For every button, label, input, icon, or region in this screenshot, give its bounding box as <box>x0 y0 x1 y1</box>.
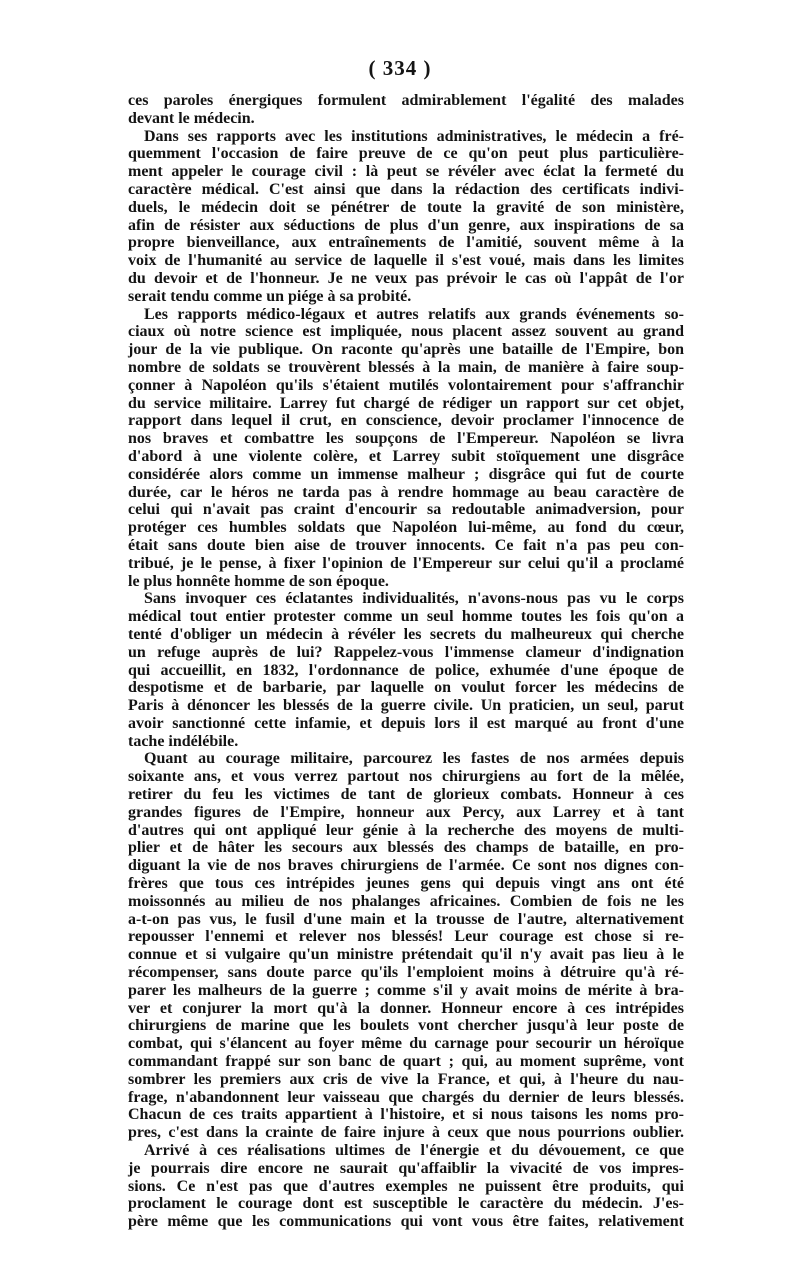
text-line: diguant la vie de nos braves chirurgiens de l'armée. Ce sont nos dignes con- <box>128 857 684 875</box>
text-line: chirurgiens de marine que les boulets vont chercher jusqu'à leur poste de <box>128 1017 684 1035</box>
text-line: afin de résister aux séductions de plus d'un genre, aux inspirations de sa <box>128 216 684 234</box>
text-line: sions. Ce n'est pas que d'autres exemples ne puissent être produits, qui <box>128 1177 684 1195</box>
text-line: récompenser, sans doute parce qu'ils l'emploient moins à détruire qu'à ré- <box>128 964 684 982</box>
text-line: a-t-on pas vus, le fusil d'une main et la trousse de l'autre, alternativement <box>128 910 684 928</box>
text-line: tache indélébile. <box>128 732 239 750</box>
text-line: considérée alors comme un immense malheur ; disgrâce qui fut de courte <box>128 465 684 483</box>
text-line: nombre de soldats se trouvèrent blessés à la main, de manière à faire soup- <box>128 358 684 376</box>
text-line: frères que tous ces intrépides jeunes gens qui depuis vingt ans ont été <box>128 875 684 893</box>
text-line: celui qui n'avait pas craint d'encourir sa redoutable animadversion, pour <box>128 501 684 519</box>
text-line: Quant au courage militaire, parcourez les fastes de nos armées depuis <box>144 750 684 768</box>
text-line: sombrer les premiers aux cris de vive la France, et qui, à l'heure du nau- <box>128 1070 684 1088</box>
text-line: nos braves et combattre les soupçons de l'Empereur. Napoléon se livra <box>128 430 684 448</box>
text-line: connue et si vulgaire qu'un ministre prétendait qu'il n'y avait pas lieu à le <box>128 946 684 964</box>
text-line: Chacun de ces traits appartient à l'histoire, et si nous taisons les noms pro- <box>128 1106 684 1124</box>
text-line: père même que les communications qui vont vous être faites, relativement <box>128 1213 684 1231</box>
text-line: du devoir et de l'honneur. Je ne veux pas prévoir le cas où l'appât de l'or <box>128 269 684 287</box>
text-line: rapport dans lequel il crut, en conscience, devoir proclamer l'innocence de <box>128 412 684 430</box>
text-line: était sans doute bien aise de trouver innocents. Ce fait n'a pas peu con- <box>128 536 684 554</box>
text-line: ment appeler le courage civil : là peut se révéler avec éclat la fermeté du <box>128 163 684 181</box>
text-line: despotisme et de barbarie, par laquelle on voulut forcer les médecins de <box>128 679 684 697</box>
text-line: soixante ans, et vous verrez partout nos chirurgiens au fort de la mêlée, <box>128 768 684 786</box>
text-line: Arrivé à ces réalisations ultimes de l'énergie et du dévouement, ce que <box>144 1142 684 1160</box>
text-line: devant le médecin. <box>128 109 255 127</box>
text-line: Paris à dénoncer les blessés de la guerre civile. Un praticien, un seul, parut <box>128 697 684 715</box>
text-line: ciaux où notre science est impliquée, nous placent assez souvent au grand <box>128 323 684 341</box>
text-line: ces paroles énergiques formulent admirablement l'égalité des malades <box>128 92 684 109</box>
text-line: duels, le médecin doit se pénétrer de toute la gravité de son ministère, <box>128 198 684 216</box>
text-line: protéger ces humbles soldats que Napoléon lui-même, au fond du cœur, <box>128 519 684 537</box>
text-line: tribué, je le pense, à fixer l'opinion de l'Empereur sur celui qu'il a proclamé <box>128 554 684 572</box>
text-line: Sans invoquer ces éclatantes individualités, n'avons-nous pas vu le corps <box>144 590 684 608</box>
text-line: d'abord à une violente colère, et Larrey subit stoïquement une disgrâce <box>128 447 684 465</box>
text-line: Les rapports médico-légaux et autres relatifs aux grands événements so- <box>144 305 684 323</box>
text-line: grandes figures de l'Empire, honneur aux Percy, aux Larrey et à tant <box>128 803 684 821</box>
text-line: çonner à Napoléon qu'ils s'étaient mutilés volontairement pour s'affranchir <box>128 376 684 394</box>
text-line: combat, qui s'élancent au foyer même du carnage pour secourir un héroïque <box>128 1035 684 1053</box>
text-line: le plus honnête homme de son époque. <box>128 572 389 590</box>
text-line: durée, car le héros ne tarda pas à rendre hommage au beau caractère de <box>128 483 684 501</box>
body-text <box>128 92 684 1231</box>
text-line: parer les malheurs de la guerre ; comme s'il y avait moins de mérite à bra- <box>128 981 684 999</box>
text-line: ver et conjurer la mort qu'à la donner. Honneur encore à ces intrépides <box>128 999 684 1017</box>
text-line: je pourrais dire encore ne saurait qu'affaiblir la vivacité de vos impres- <box>128 1159 684 1177</box>
text-line: d'autres qui ont appliqué leur génie à la recherche des moyens de multi- <box>128 821 684 839</box>
text-line: serait tendu comme un piége à sa probité. <box>128 287 412 305</box>
text-line: propre bienveillance, aux entraînements de l'amitié, souvent même à la <box>128 234 684 252</box>
text-line: médical tout entier protester comme un seul homme toutes les fois qu'on a <box>128 608 684 626</box>
text-line: voix de l'humanité au service de laquelle il s'est voué, mais dans les limites <box>128 252 684 270</box>
text-line: pres, c'est dans la crainte de faire injure à ceux que nous pourrions oublier. <box>128 1124 684 1142</box>
text-line: repousser l'ennemi et relever nos blessés! Leur courage est chose si re- <box>128 928 684 946</box>
text-line: proclament le courage dont est susceptible le caractère du médecin. J'es- <box>128 1195 684 1213</box>
text-line: commandant frappé sur son banc de quart ; qui, au moment suprême, vont <box>128 1053 684 1071</box>
text-line: frage, n'abandonnent leur vaisseau que chargés du dernier de leurs blessés. <box>128 1088 684 1106</box>
text-line: tenté d'obliger un médecin à révéler les secrets du malheureux qui cherche <box>128 625 684 643</box>
text-line: caractère médical. C'est ainsi que dans la rédaction des certificats indivi- <box>128 180 684 198</box>
text-line: retirer du feu les victimes de tant de glorieux combats. Honneur à ces <box>128 786 684 804</box>
text-line: quemment l'occasion de faire preuve de ce qu'on peut plus particulière- <box>128 145 684 163</box>
text-line: un refuge auprès de lui? Rappelez-vous l'immense clameur d'indignation <box>128 643 684 661</box>
text-line: plier et de hâter les secours aux blessés des champs de bataille, en pro- <box>128 839 684 857</box>
text-line: qui accueillit, en 1832, l'ordonnance de police, exhumée d'une époque de <box>128 661 684 679</box>
text-line: du service militaire. Larrey fut chargé de rédiger un rapport sur cet objet, <box>128 394 684 412</box>
page-number: ( 334 ) <box>368 56 432 80</box>
text-line: jour de la vie publique. On raconte qu'après une bataille de l'Empire, bon <box>128 341 684 359</box>
text-line: avoir sanctionné cette infamie, et depuis lors il est marqué au front d'une <box>128 714 684 732</box>
text-line: moissonnés au milieu de nos phalanges africaines. Combien de fois ne les <box>128 892 684 910</box>
text-line: Dans ses rapports avec les institutions administratives, le médecin a fré- <box>144 127 684 145</box>
